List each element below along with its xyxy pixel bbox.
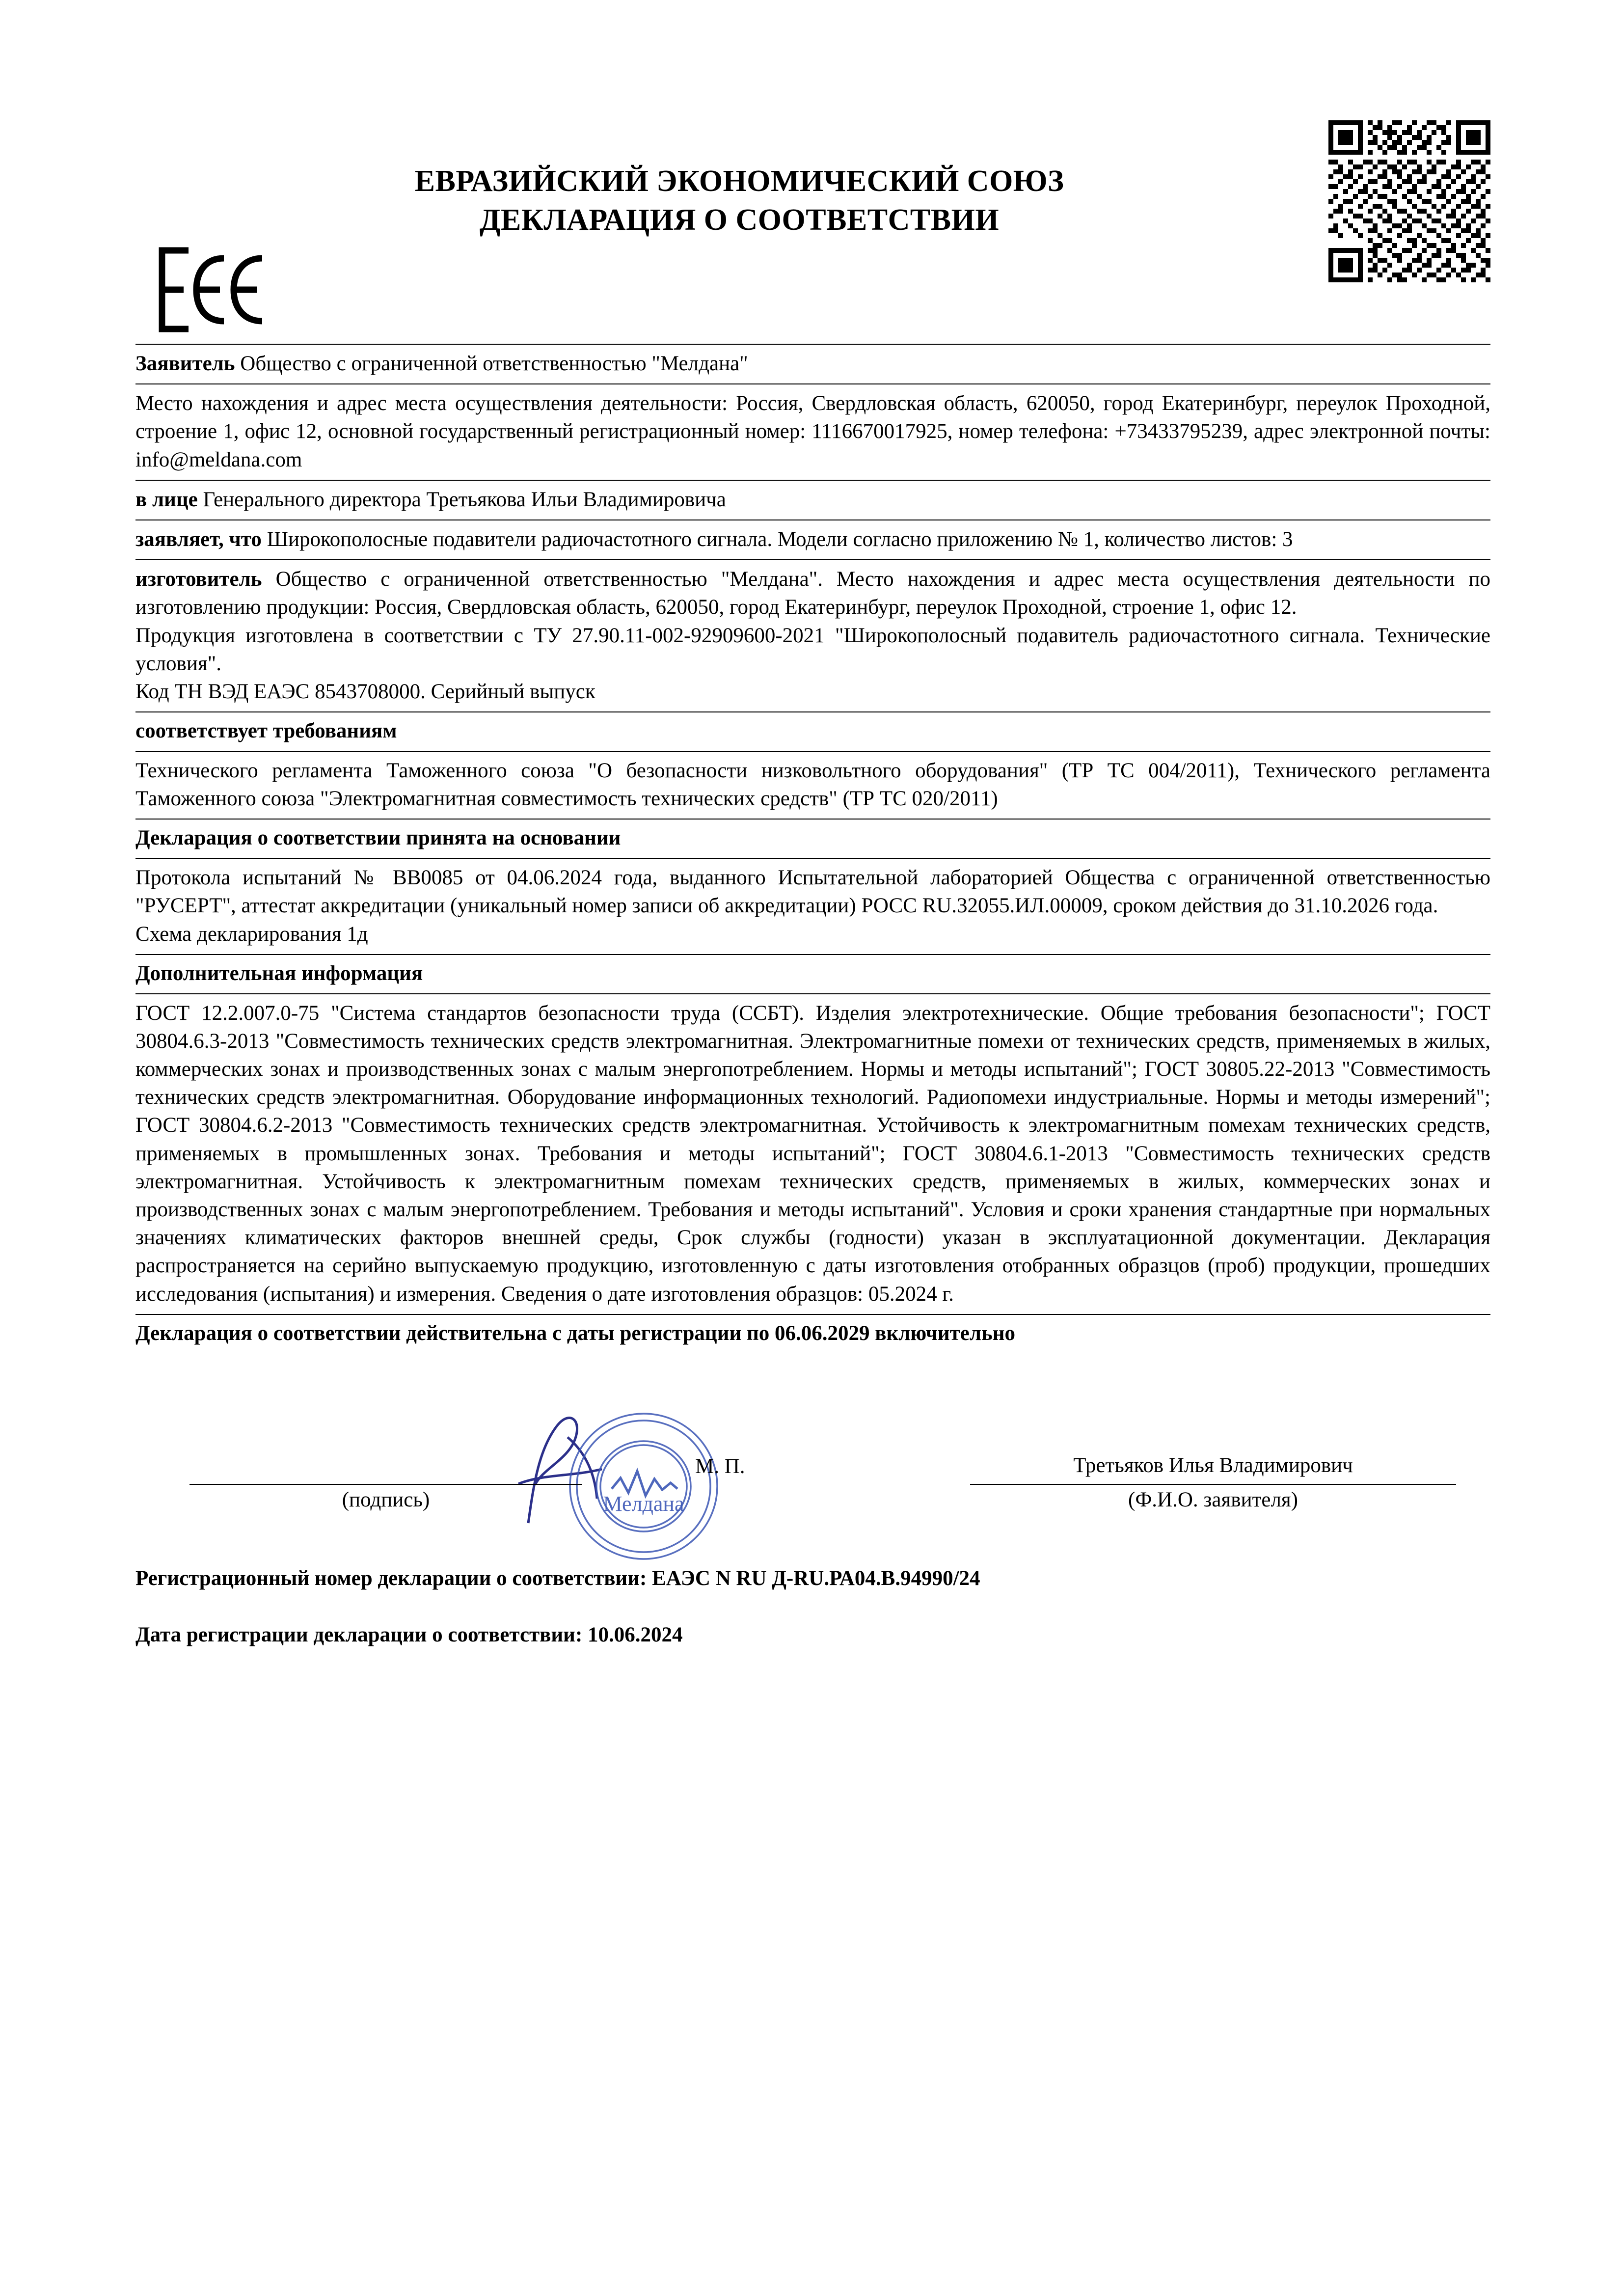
additional-text: ГОСТ 12.2.007.0-75 "Система стандартов безопасности труда (ССБТ). Изделия электротехнические. Общие требования безопасности"; ГОСТ 30804.6.3-2013 "Совместимость технических средств электромагнитная. Электромагнитные помехи от технических средств, применяемых в жилых, коммерческих зонах и производственных зонах с малым энергопотреблением. Нормы и методы испытаний"; ГОСТ 30805.22-2013 "Совместимость технических средств электромагнитная. Оборудование информационных технологий. Радиопомехи индустриальные. Нормы и методы измерений"; ГОСТ 30804.6.2-2013 "Совместимость технических средств электромагнитная. Устойчивость к электромагнитным помехам технических средств, применяемых в промышленных зонах. Требования и методы испытаний"; ГОСТ 30804.6.1-2013 "Совместимость технических средств электромагнитная. Устойчивость к электромагнитным помехам технических средств, применяемых в жилых, коммерческих зонах и производственных зонах с малым энергопотреблением. Требования и методы испытаний". Условия и сроки хранения стандартные при нормальных значениях климатических факторов внешней среды, Срок службы (годности) указан в эксплуатационной документации. Декларация распространяется на серийно выпускаемую продукцию, изготовленную с даты изготовления отобранных образцов (проб) продукции, прошедших исследования (испытания) и измерения. Сведения о дате изготовления образцов: 05.2024 г.	[135, 1001, 1490, 1306]
signer-caption: (Ф.И.О. заявителя)	[1128, 1488, 1298, 1511]
applicant-address-row	[135, 383, 1490, 480]
declares-row	[135, 519, 1490, 559]
signer-name: Третьяков Илья Владимирович	[1073, 1453, 1353, 1477]
qr-code-icon	[1328, 120, 1490, 282]
representative-row	[135, 480, 1490, 519]
representative-label: в лице	[135, 488, 198, 511]
validity-row	[135, 1314, 1490, 1353]
conformity-heading: соответствует требованиям	[135, 719, 397, 743]
representative-value: Генерального директора Третьякова Ильи Владимировича	[203, 488, 726, 511]
manufacturer-code: Код ТН ВЭД ЕАЭС 8543708000. Серийный выпуск	[135, 680, 595, 703]
basis-text-row	[135, 858, 1490, 954]
signature-line-left	[189, 1484, 582, 1485]
applicant-address: Место нахождения и адрес места осуществления деятельности: Россия, Свердловская область, 620050, город Екатеринбург, переулок Проходной, строение 1, офис 12, основной государственный регистрационный номер: 1116670017925, номер телефона: +73433795239, адрес электронной почты: info@meldana.com	[135, 392, 1490, 471]
conformity-text-row	[135, 751, 1490, 819]
conformity-text: Технического регламента Таможенного союза "О безопасности низковольтного оборудования" (ТР ТС 004/2011), Технического регламента Таможенного союза "Электромагнитная совместимость технических средств" (ТР ТС 020/2011)	[135, 759, 1490, 811]
title-line-1: ЕВРАЗИЙСКИЙ ЭКОНОМИЧЕСКИЙ СОЮЗ	[414, 164, 1064, 198]
manufacturer-value: Общество с ограниченной ответственностью "Мелдана". Место нахождения и адрес места осуществления деятельности по изготовлению продукции: Россия, Свердловская область, 620050, город Екатеринбург, переулок Проходной, строение 1, офис 12.	[135, 568, 1490, 619]
declares-label: заявляет, что	[135, 527, 262, 551]
company-stamp	[538, 1405, 749, 1567]
document-title	[224, 162, 1255, 240]
stamp-center-label: Мелдана	[603, 1491, 684, 1516]
registration-date: Дата регистрации декларации о соответствии: 10.06.2024	[135, 1623, 683, 1646]
manufacturer-row	[135, 559, 1490, 711]
document-body	[135, 0, 1490, 1647]
basis-scheme: Схема декларирования 1д	[135, 922, 368, 946]
applicant-value: Общество с ограниченной ответственностью "Мелдана"	[240, 352, 748, 375]
eac-mark-icon	[155, 246, 268, 334]
basis-heading: Декларация о соответствии принята на основании	[135, 826, 621, 850]
declares-value: Широкополосные подавители радиочастотного сигнала. Модели согласно приложению № 1, количество листов: 3	[267, 527, 1293, 551]
manufacturer-label: изготовитель	[135, 568, 262, 591]
additional-text-row	[135, 993, 1490, 1314]
document-header	[135, 0, 1490, 344]
basis-text: Протокола испытаний № ВВ0085 от 04.06.2024 года, выданного Испытательной лабораторией Общества с ограниченной ответственностью "РУСЕРТ", аттестат аккредитации (уникальный номер записи об аккредитации) РОСС RU.32055.ИЛ.00009, сроком действия до 31.10.2026 года.	[135, 866, 1490, 918]
additional-heading: Дополнительная информация	[135, 961, 423, 985]
basis-heading-row	[135, 819, 1490, 858]
representative-line	[135, 486, 1490, 514]
title-line-2: ДЕКЛАРАЦИЯ О СООТВЕТСТВИИ	[479, 203, 1000, 237]
applicant-line	[135, 350, 1490, 378]
signature-line-right	[970, 1484, 1456, 1485]
signature-caption: (подпись)	[342, 1488, 430, 1511]
applicant-label: Заявитель	[135, 352, 235, 375]
manufacturer-line	[135, 565, 1490, 621]
registration-number: Регистрационный номер декларации о соответствии: ЕАЭС N RU Д-RU.РА04.В.94990/24	[135, 1566, 980, 1590]
declares-line	[135, 525, 1490, 553]
conformity-heading-row	[135, 711, 1490, 751]
signature-area	[135, 1400, 1490, 1516]
manufacturer-tu: Продукция изготовлена в соответствии с ТУ 27.90.11-002-92909600-2021 "Широкополосный подавитель радиочастотного сигнала. Технические условия".	[135, 624, 1490, 675]
mp-label: М. П.	[695, 1454, 745, 1478]
additional-heading-row	[135, 954, 1490, 993]
validity-text: Декларация о соответствии действительна с даты регистрации по 06.06.2029 включительно	[135, 1321, 1015, 1345]
applicant-row	[135, 344, 1490, 383]
